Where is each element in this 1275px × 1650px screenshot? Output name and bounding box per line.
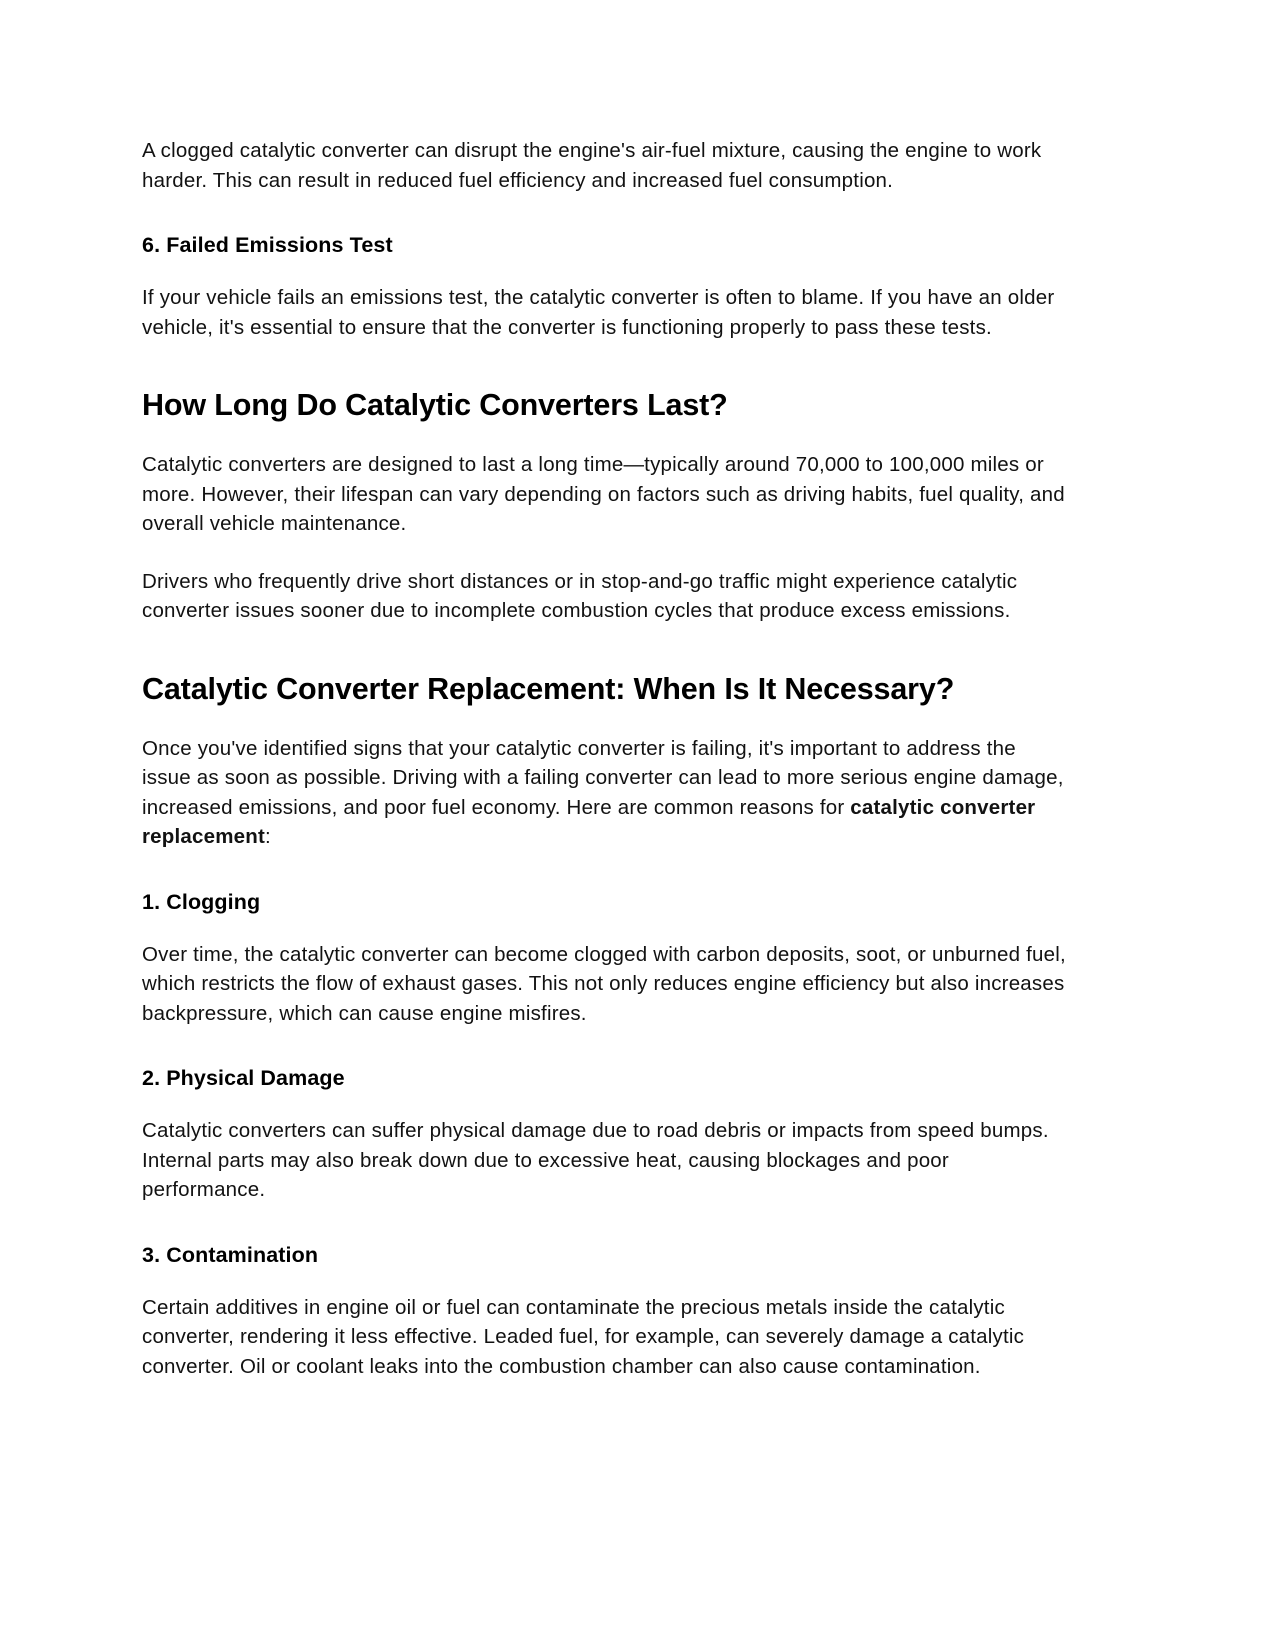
subheading-failed-emissions-test: 6. Failed Emissions Test [142,233,393,257]
paragraph-emissions-test: If your vehicle fails an emissions test, the catalytic converter is often to blame. If you have an older vehicle, it's essential to ensure that the converter is functioning properly to pass these tests. [142,286,1055,339]
heading-how-long-do-catalytic-converters-last: How Long Do Catalytic Converters Last? [142,388,728,422]
subheading-clogging: 1. Clogging [142,889,261,914]
article-body [142,136,1067,1409]
subheading-physical-damage: 2. Physical Damage [142,1066,345,1090]
heading-catalytic-converter-replacement: Catalytic Converter Replacement: When Is It Necessary? [142,671,955,706]
paragraph-contamination: Certain additives in engine oil or fuel can contaminate the precious metals inside the catalytic converter, rendering it less effective. Leaded fuel, for example, can severely damage a catalytic converter. Oil or coolant leaks into the combustion chamber can also cause contamination. [142,1295,1025,1378]
paragraph-replacement-intro [142,734,1067,852]
subheading-contamination: 3. Contamination [142,1242,319,1267]
paragraph-lifespan: Catalytic converters are designed to last a long time—typically around 70,000 to 100,000 miles or more. However, their lifespan can vary depending on factors such as driving habits, fuel quality, and overall vehicle maintenance. [142,453,1065,535]
paragraph-clogging: Over time, the catalytic converter can become clogged with carbon deposits, soot, or unburned fuel, which restricts the flow of exhaust gases. This not only reduces engine efficiency but also increases backpressure, which can cause engine misfires. [142,942,1066,1025]
paragraph-fuel-efficiency: A clogged catalytic converter can disrupt the engine's air-fuel mixture, causing the engine to work harder. This can result in reduced fuel efficiency and increased fuel consumption. [142,139,1042,192]
paragraph-short-distances: Drivers who frequently drive short distances or in stop-and-go traffic might experience catalytic converter issues sooner due to incomplete combustion cycles that produce excess emissions. [142,569,1018,622]
paragraph-replacement-intro-lead: Once you've identified signs that your catalytic converter is failing, it's important to address the issue as soon as possible. Driving with a failing converter can lead to more serious engine damage, increased emissions, and poor fuel economy. Here are common reasons for [142,736,1064,819]
paragraph-replacement-intro-bold-phrase: catalytic converter replacement [142,795,1036,848]
paragraph-physical-damage: Catalytic converters can suffer physical damage due to road debris or impacts from speed bumps. Internal parts may also break down due to excessive heat, causing blockages and poor performance. [142,1119,1049,1201]
paragraph-replacement-intro-trail: : [265,825,271,848]
